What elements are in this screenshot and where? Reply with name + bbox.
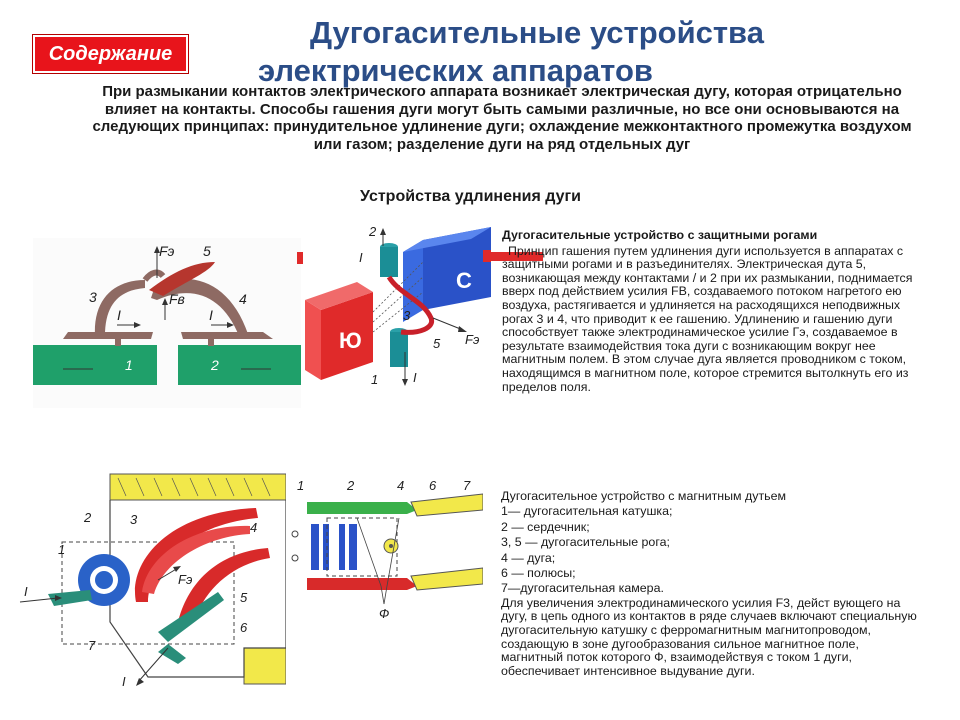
fig4-label-1: 1: [297, 478, 305, 493]
fig3-label-3: 3: [130, 512, 138, 527]
fig1-label-1: 1: [125, 357, 133, 373]
title-line-2: электрических аппаратов: [258, 53, 653, 88]
magnetic-item: 3, 5 — дугогасительные рога;: [501, 535, 670, 550]
fig3-label-4: 4: [250, 520, 258, 535]
magnetic-description: [501, 489, 921, 678]
fig1-label-4: 4: [239, 291, 247, 307]
horns-body: Принцип гашения путем удлинения дуги используется в аппаратах с защитными рогами и в разъединителях. Электрическая дута 5, возникающая между контактами / и 2 при их размыкании, поднимается вверх под действием усилия FB, создаваемого потоком нагретого ею воздуха, растягивается и удлиняется на расходящихся неподвижных рогах 3 и 4, что приводит к ее гашению. Удлинению и гашению дуги способствует также электродинамическое усилие Гэ, создаваемое в результате взаимодействия тока дуги с возникающим вокруг нее магнитным полем. В этом случае дуга является проводником с током, находящимся в магнитном поле, которое стремится вытолкнуть его из пределов поля.: [502, 243, 913, 394]
fig3-label-6: 6: [240, 620, 248, 635]
horns-description: [502, 229, 914, 394]
fig3-label-2: 2: [84, 510, 92, 525]
fig3-label-5: 5: [240, 590, 248, 605]
contents-button[interactable]: Содержание: [33, 35, 188, 73]
fig1-label-i-left: I: [117, 307, 121, 323]
fig2-label-f: Fэ: [465, 332, 480, 347]
fig2-label-i-bottom: I: [413, 370, 417, 385]
intro-paragraph: При размыкании контактов электрического аппарата возникает электрическая дугу, которая отрицательно влияет на контакты. Способы гашения дуги могут быть самыми различные, но все они основываются на следующих принципах: принудительное удлинение дуги; охлаждение межконтактного промежутка воздухом или газом; разделение дуги на ряд отдельных дуг: [92, 83, 912, 153]
magnetic-item: 2 — сердечник;: [501, 519, 590, 534]
magnetic-body: Для увеличения электродинамического усилия F3, дейст вующего на дугу, в цепь одного из контактов в ряде случаев включают специальную дугогасительную катушку с ферромагнитным магнитопроводом, создающую в зоне дугообразования сильное магнитное поле, магнитный поток которого Ф, взаимодействуя с током 1 дуги, обеспечивает интенсивное выдувание дуги.: [501, 595, 917, 678]
fig1-label-fb: Fв: [169, 291, 185, 307]
fig1-label-2: 2: [211, 357, 219, 373]
fig2-label-5: 5: [433, 336, 441, 351]
page-title: [230, 14, 910, 90]
fig2-label-2: 2: [369, 224, 377, 239]
magnetic-item: 1— дугогасительная катушка;: [501, 504, 673, 519]
horns-heading: Дугогасительные устройство с защитными рогами: [502, 228, 818, 242]
fig3-label-i-in: I: [24, 584, 28, 599]
magnetic-item: 7—дугогасительная камера.: [501, 581, 664, 596]
fig1-label-3: 3: [89, 289, 97, 305]
figure-protective-horns: [33, 238, 301, 408]
fig4-label-phi: Ф: [379, 606, 390, 621]
title-line-1: Дугогасительные устройства: [310, 15, 764, 50]
red-marker: [297, 252, 303, 264]
fig4-label-4: 4: [397, 478, 405, 493]
fig3-label-fb: Fэ: [178, 572, 193, 587]
magnetic-item: 6 — полюсы;: [501, 566, 576, 581]
fig4-label-6: 6: [429, 478, 437, 493]
magnetic-heading: Дугогасительное устройство с магнитным дутьем: [501, 489, 786, 503]
figure-blowout-schematic: [287, 474, 483, 622]
fig2-label-1: 1: [371, 372, 379, 387]
magnetic-item: 4 — дуга;: [501, 550, 556, 565]
section-title: Устройства удлинения дуги: [360, 188, 582, 205]
fig4-label-2: 2: [347, 478, 355, 493]
figure-magnetic-blowout-device: [18, 472, 286, 690]
fig1-label-i-right: I: [209, 307, 213, 323]
fig1-label-fa: Fэ: [159, 243, 175, 259]
fig3-label-i-out: I: [122, 674, 126, 689]
fig3-label-1: 1: [58, 542, 66, 557]
fig2-label-3: 3: [403, 308, 411, 323]
fig4-label-7: 7: [463, 478, 471, 493]
fig2-label-i-top: I: [359, 250, 363, 265]
fig2-label-n: Ю: [339, 328, 362, 353]
fig1-label-5: 5: [203, 243, 211, 259]
fig2-label-s: С: [456, 268, 472, 293]
fig3-label-7: 7: [88, 638, 96, 653]
figure-magnetic-poles: [303, 222, 491, 412]
